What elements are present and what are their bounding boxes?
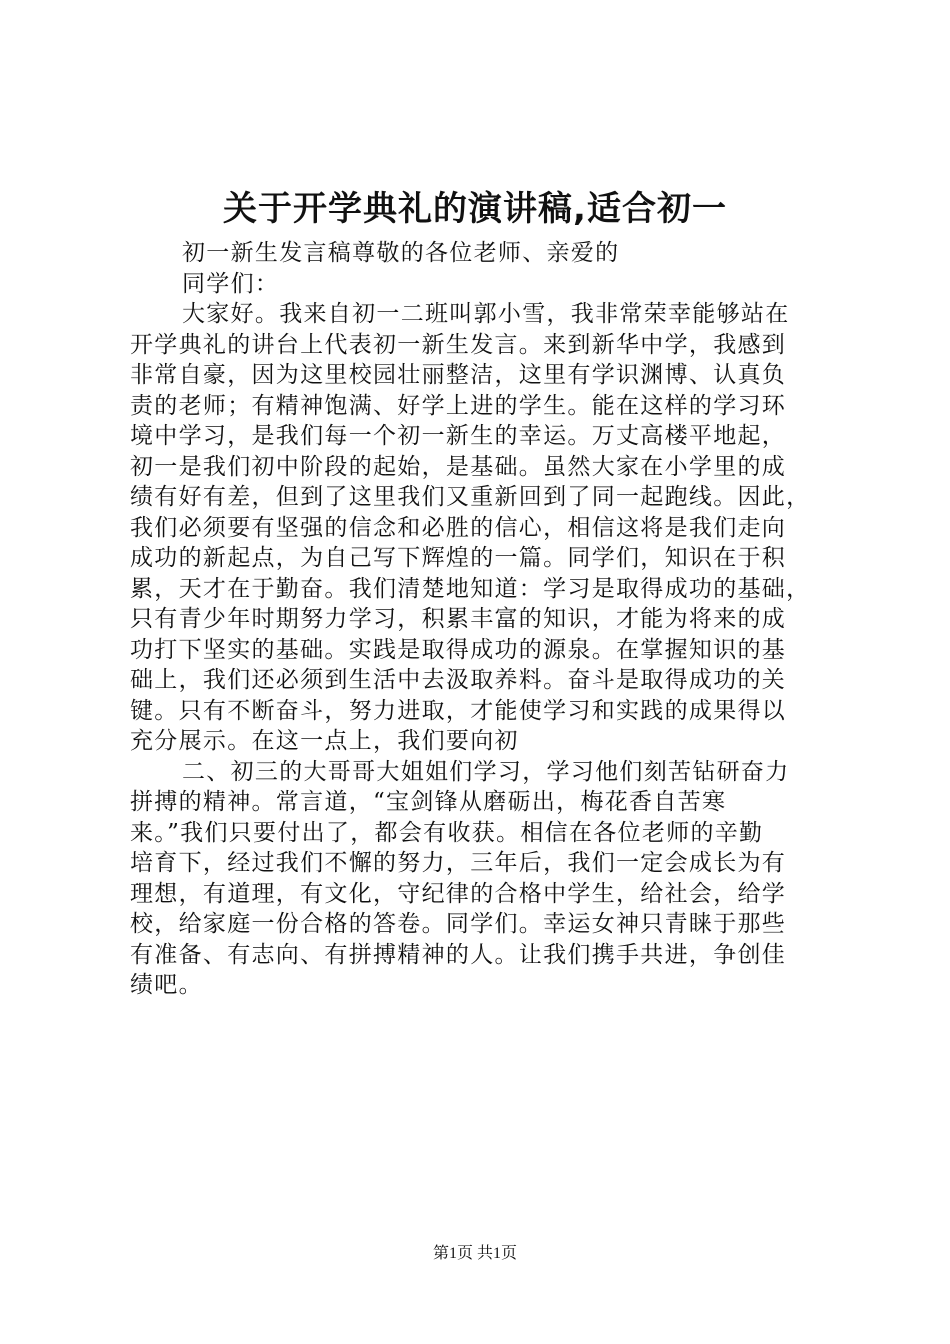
body-line: 我们必须要有坚强的信念和必胜的信心，相信这将是我们走向 <box>130 514 787 541</box>
body-line: 开学典礼的讲台上代表初一新生发言。来到新华中学，我感到 <box>130 331 787 358</box>
page-footer: 第1页 共1页 <box>432 1245 517 1262</box>
body-line: 键。只有不断奋斗，努力进取，才能使学习和实践的成果得以 <box>130 697 787 724</box>
body-line: 培育下，经过我们不懈的努力，三年后，我们一定会成长为有 <box>130 850 787 876</box>
body-line: 责的老师；有精神饱满、好学上进的学生。能在这样的学习环 <box>130 392 787 419</box>
document-title: 关于开学典礼的演讲稿,适合初一 <box>223 189 727 229</box>
body-line: 非常自豪，因为这里校园壮丽整洁，这里有学识渊博、认真负 <box>130 362 787 388</box>
body-line: 初一是我们初中阶段的起始，是基础。虽然大家在小学里的成 <box>130 453 787 480</box>
body-line: 初一新生发言稿尊敬的各位老师、亲爱的 <box>182 240 620 266</box>
body-line: 有准备、有志向、有拼搏精神的人。让我们携手共进，争创佳 <box>130 941 787 968</box>
document-body <box>130 238 820 1001</box>
body-line: 功打下坚实的基础。实践是取得成功的源泉。在掌握知识的基 <box>130 636 787 663</box>
body-line: 二、初三的大哥哥大姐姐们学习，学习他们刻苦钻研奋力 <box>182 758 790 785</box>
body-line: 大家好。我来自初一二班叫郭小雪，我非常荣幸能够站在 <box>182 301 790 327</box>
body-line: 来。”我们只要付出了，都会有收获。相信在各位老师的辛勤 <box>130 819 764 846</box>
body-line: 校，给家庭一份合格的答卷。同学们。幸运女神只青睐于那些 <box>130 911 787 937</box>
body-line: 充分展示。在这一点上，我们要向初 <box>130 728 519 754</box>
body-line: 累，天才在于勤奋。我们清楚地知道：学习是取得成功的基础， <box>130 575 811 602</box>
body-line: 绩有好有差，但到了这里我们又重新回到了同一起跑线。因此， <box>130 484 811 510</box>
body-line: 理想，有道理，有文化，守纪律的合格中学生，给社会，给学 <box>130 880 787 907</box>
body-line: 拼搏的精神。常言道，“宝剑锋从磨砺出，梅花香自苦寒 <box>130 789 727 815</box>
body-line: 同学们： <box>182 270 280 297</box>
body-line: 成功的新起点，为自己写下辉煌的一篇。同学们，知识在于积 <box>130 545 787 571</box>
body-line: 境中学习，是我们每一个初一新生的幸运。万丈高楼平地起， <box>130 423 787 449</box>
body-line: 绩吧。 <box>130 972 203 998</box>
body-line: 础上，我们还必须到生活中去汲取养料。奋斗是取得成功的关 <box>130 667 787 693</box>
body-line: 只有青少年时期努力学习，积累丰富的知识，才能为将来的成 <box>130 606 787 632</box>
